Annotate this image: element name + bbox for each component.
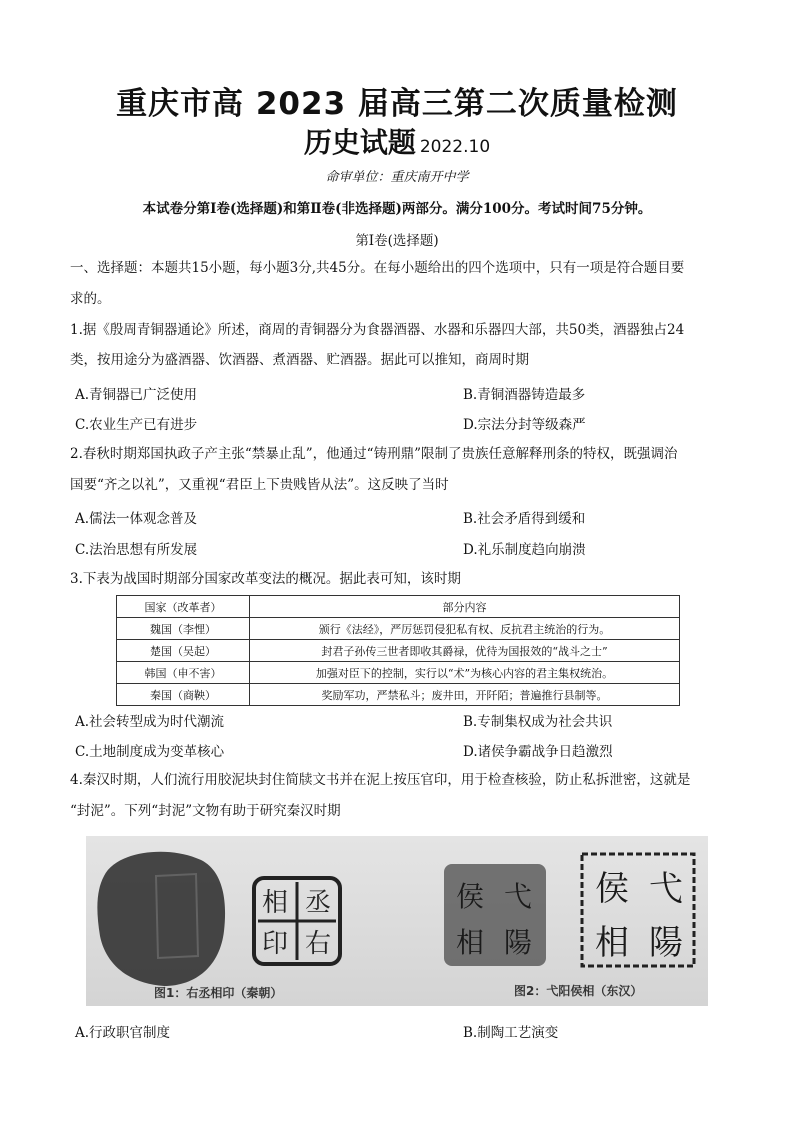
q1-option-d: D.宗法分封等级森严 <box>463 417 586 433</box>
section-heading: 第Ⅰ卷(选择题) <box>355 233 439 249</box>
reform-table <box>116 595 680 706</box>
table-header-country: 国家（改革者） <box>117 596 250 618</box>
seal1-char: 右 <box>304 929 332 959</box>
q1-option-c: C.农业生产已有进步 <box>75 417 198 433</box>
q1-option-b: B.青铜酒器铸造最多 <box>463 387 586 403</box>
exam-title: 重庆市高 2023 届高三第二次质量检测 <box>116 86 678 122</box>
seal2-clay-char: 弋 <box>503 880 533 913</box>
table-header-row <box>117 596 680 618</box>
seal-photo-drawing <box>86 836 708 1006</box>
seal2-clay-char: 相 <box>455 926 485 959</box>
figure1-caption: 图1：右丞相印（秦朝） <box>154 986 283 1000</box>
seal2-char: 弋 <box>649 869 683 909</box>
q3-option-d: D.诸侯争霸战争日趋激烈 <box>463 744 613 760</box>
table-cell-country: 韩国（申不害） <box>117 662 250 684</box>
q2-option-b: B.社会矛盾得到缓和 <box>463 511 586 527</box>
q2-option-a: A.儒法一体观念普及 <box>75 511 198 527</box>
seal2-char: 陽 <box>649 923 683 963</box>
exam-intro: 本试卷分第Ⅰ卷(选择题)和第Ⅱ卷(非选择题)两部分。满分100分。考试时间75分钟。 <box>142 201 652 217</box>
subject-title: 历史试题 <box>303 126 416 159</box>
exam-date: 2022.10 <box>419 137 491 157</box>
q2-stem-line-1: 2.春秋时期郑国执政子产主张“禁暴止乱”，他通过“铸刑鼎”限制了贵族任意解释刑条的特权，既强调治 <box>70 446 678 462</box>
subject-title-row <box>0 121 794 161</box>
table-row <box>117 662 680 684</box>
table-cell-country: 楚国（吴起） <box>117 640 250 662</box>
seal2-char: 侯 <box>595 869 629 909</box>
q3-option-a: A.社会转型成为时代潮流 <box>75 714 225 730</box>
seal1-char: 印 <box>261 929 289 959</box>
seal2-char: 相 <box>595 923 629 963</box>
seal1-char: 丞 <box>304 888 332 918</box>
q3-option-c: C.土地制度成为变革核心 <box>75 744 225 760</box>
q2-option-d: D.礼乐制度趋向崩溃 <box>463 542 586 558</box>
q3-stem-line-1: 3.下表为战国时期部分国家改革变法的概况。据此表可知，该时期 <box>70 571 461 587</box>
table-row <box>117 618 680 640</box>
seal1-char: 相 <box>261 888 289 918</box>
q4-stem-line-2: “封泥”。下列“封泥”文物有助于研究秦汉时期 <box>70 803 341 819</box>
setter-unit: 命审单位：重庆南开中学 <box>325 170 469 185</box>
table-cell-content: 封君子孙传三世者即收其爵禄，优待为国报效的“战斗之士” <box>250 640 680 662</box>
table-cell-content: 颁行《法经》，严厉惩罚侵犯私有权、反抗君主统治的行为。 <box>250 618 680 640</box>
q4-option-a: A.行政职官制度 <box>75 1025 171 1041</box>
q3-option-b: B.专制集权成为社会共识 <box>463 714 613 730</box>
q1-stem-line-2: 类，按用途分为盛酒器、饮酒器、煮酒器、贮酒器。据此可以推知，商周时期 <box>70 352 529 368</box>
clay-lump-shape <box>97 852 225 986</box>
q4-stem-line-1: 4.秦汉时期，人们流行用胶泥块封住简牍文书并在泥上按压官印，用于检查核验，防止私拆泄密，这就是 <box>70 772 691 788</box>
table-cell-country: 秦国（商鞅） <box>117 684 250 706</box>
q1-stem-line-1: 1.据《殷周青铜器通论》所述，商周的青铜器分为食器酒器、水器和乐器四大部，共50类，酒器独占24 <box>70 322 685 338</box>
seal-clay-photo <box>86 836 708 1006</box>
table-cell-country: 魏国（李悝） <box>117 618 250 640</box>
instructions-line-2: 求的。 <box>70 291 111 307</box>
seal2-clay-char: 陽 <box>503 926 533 959</box>
q1-option-a: A.青铜器已广泛使用 <box>75 387 198 403</box>
table-cell-content: 加强对臣下的控制，实行以“术”为核心内容的君主集权统治。 <box>250 662 680 684</box>
table-header-content: 部分内容 <box>250 596 680 618</box>
table-cell-content: 奖励军功，严禁私斗；废井田，开阡陌；普遍推行县制等。 <box>250 684 680 706</box>
q2-stem-line-2: 国要“齐之以礼”，又重视“君臣上下贵贱皆从法”。这反映了当时 <box>70 477 449 493</box>
q4-option-b: B.制陶工艺演变 <box>463 1025 559 1041</box>
figure2-caption: 图2：弋阳侯相（东汉） <box>514 984 643 998</box>
table-row <box>117 640 680 662</box>
table-row <box>117 684 680 706</box>
seal2-clay-char: 侯 <box>455 880 485 913</box>
q2-option-c: C.法治思想有所发展 <box>75 542 198 558</box>
instructions-line-1: 一、选择题：本题共15小题，每小题3分,共45分。在每小题给出的四个选项中，只有一项是符合题目要 <box>70 260 685 276</box>
